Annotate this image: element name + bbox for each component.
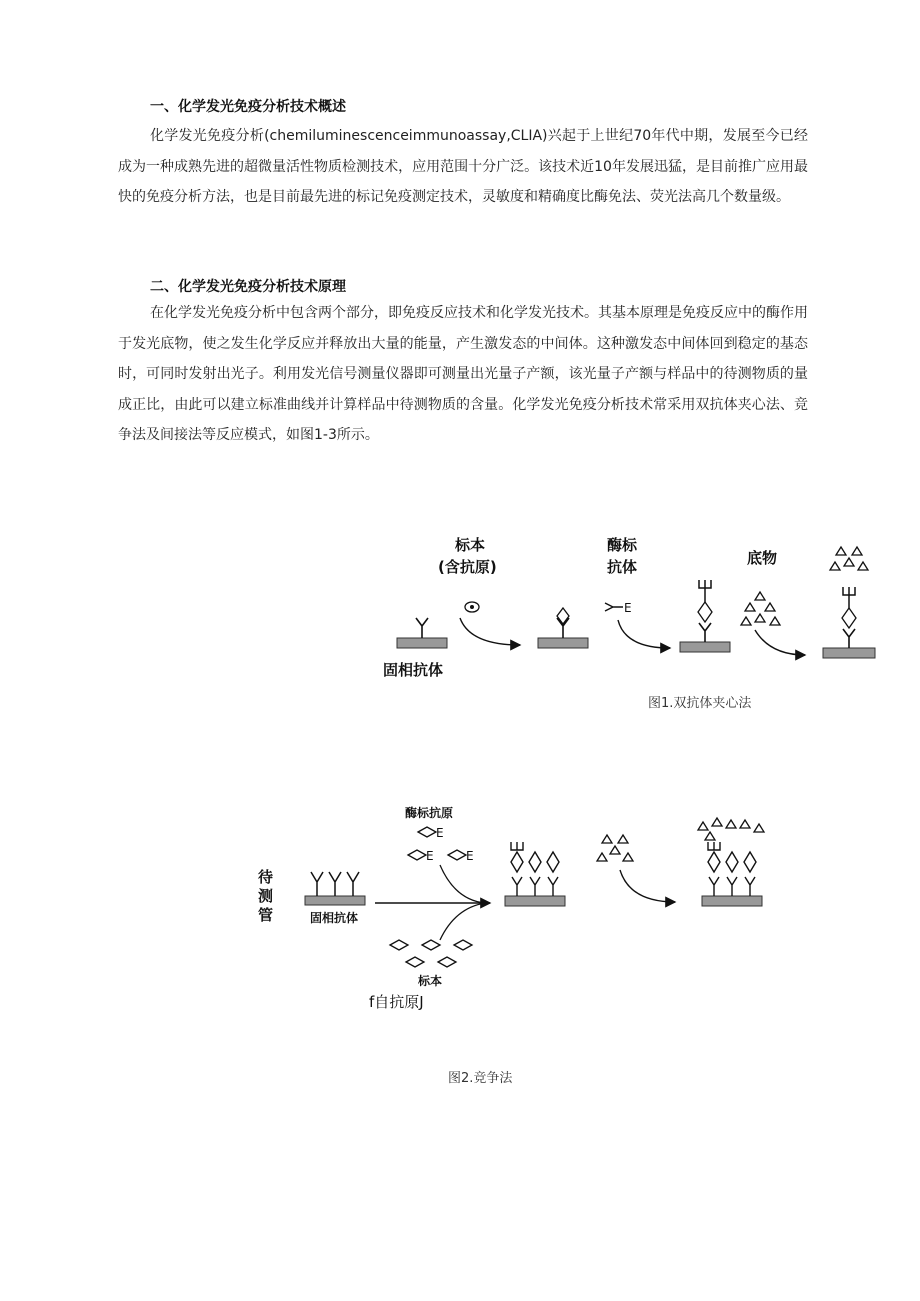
fig1-arrow-2 [618,620,670,648]
fig1-plate-4 [823,648,875,658]
fig2-arrow-2 [620,870,675,902]
fig1-enzyme-antibody-free [605,603,623,611]
section2-heading: 二、化学发光免疫分析技术原理 [150,279,346,295]
fig1-label-sample: 标本 [455,536,486,554]
figure2-caption: 图2.竞争法 [448,1071,513,1086]
figure2-diagram [255,800,775,1020]
fig1-substrate-free [741,592,780,625]
fig2-enzyme-letter-1: E [436,826,444,840]
figure1-diagram [375,530,885,690]
fig1-label-antibody: 抗体 [607,558,638,576]
fig2-enzyme-letter-3: E [466,849,474,863]
fig1-label-solid: 固相抗体 [383,661,444,679]
fig2-tube-label-3: 管 [258,906,274,924]
fig1-arrow-1 [460,618,520,645]
fig1-antibody-1 [416,618,428,638]
fig2-label-sample-sub: f自抗原J [369,993,424,1011]
fig2-plate-3 [702,896,762,906]
fig2-enzyme-letter-2: E [426,849,434,863]
fig2-substrate-bound [698,818,764,840]
fig2-tube-label-1: 待 [258,868,274,886]
section1-paragraph: 化学发光免疫分析(chemiluminescenceimmunoassay,CLIA)兴起于上世纪70年代中期，发展至今已经成为一种成熟先进的超微量活性物质检测技术，应用范围十分广泛。该技术近10年发展迅猛，是目前推广应用最快的免疫分析方法，也是目前最先进的标记免疫测定技术，灵敏度和精确度比酶免法、荧光法高几个数量级。 [118,128,808,205]
fig1-antibody-4 [843,629,855,648]
fig2-substrate-free [597,835,633,861]
fig1-enzyme-antibody-4 [843,587,855,608]
fig1-label-enzyme: 酶标 [607,536,638,554]
fig1-substrate-bound [830,547,868,570]
fig1-arrow-3 [755,630,805,655]
fig1-plate-3 [680,642,730,652]
figure1-caption: 图1.双抗体夹心法 [648,696,752,711]
fig2-complexes-2 [511,842,559,896]
fig1-enzyme-letter-free: E [624,601,632,615]
fig1-label-substrate: 底物 [747,549,778,567]
fig2-sample-antigens [390,940,472,967]
fig2-complexes-3 [708,842,756,896]
fig2-label-solid: 固相抗体 [310,911,359,925]
fig1-label-sample-sub: (含抗原) [438,558,497,576]
fig1-antibody-3 [699,623,711,642]
fig2-tube-label-2: 测 [258,887,274,905]
fig2-arrow-bottom [440,903,485,940]
fig1-antigen-free [465,602,479,612]
fig2-plate-2 [505,896,565,906]
fig2-label-sample: 标本 [418,974,443,988]
fig1-antigen-bound-4 [842,608,856,628]
fig2-arrow-top [440,865,485,903]
fig2-antibodies-1 [311,872,359,896]
section2-paragraph: 在化学发光免疫分析中包含两个部分，即免疫反应技术和化学发光技术。其基本原理是免疫反应中的酶作用于发光底物，使之发生化学反应并释放出大量的能量，产生激发态的中间体。这种激发态中间体回到稳定的基态时，可同时发射出光子。利用发光信号测量仪器即可测量出光量子产额，该光量子产额与样品中的待测物质的量成正比，由此可以建立标准曲线并计算样品中待测物质的含量。化学发光免疫分析技术常采用双抗体夹心法、竞争法及间接法等反应模式，如图1-3所示。 [118,305,808,443]
fig1-plate-2 [538,638,588,648]
fig1-antigen-bound-3 [698,602,712,622]
fig1-enzyme-antibody-3 [699,580,711,602]
fig2-label-enzyme-antigen: 酶标抗原 [405,806,454,820]
fig2-plate-1 [305,896,365,905]
section1-heading: 一、化学发光免疫分析技术概述 [150,99,346,115]
fig1-plate-1 [397,638,447,648]
